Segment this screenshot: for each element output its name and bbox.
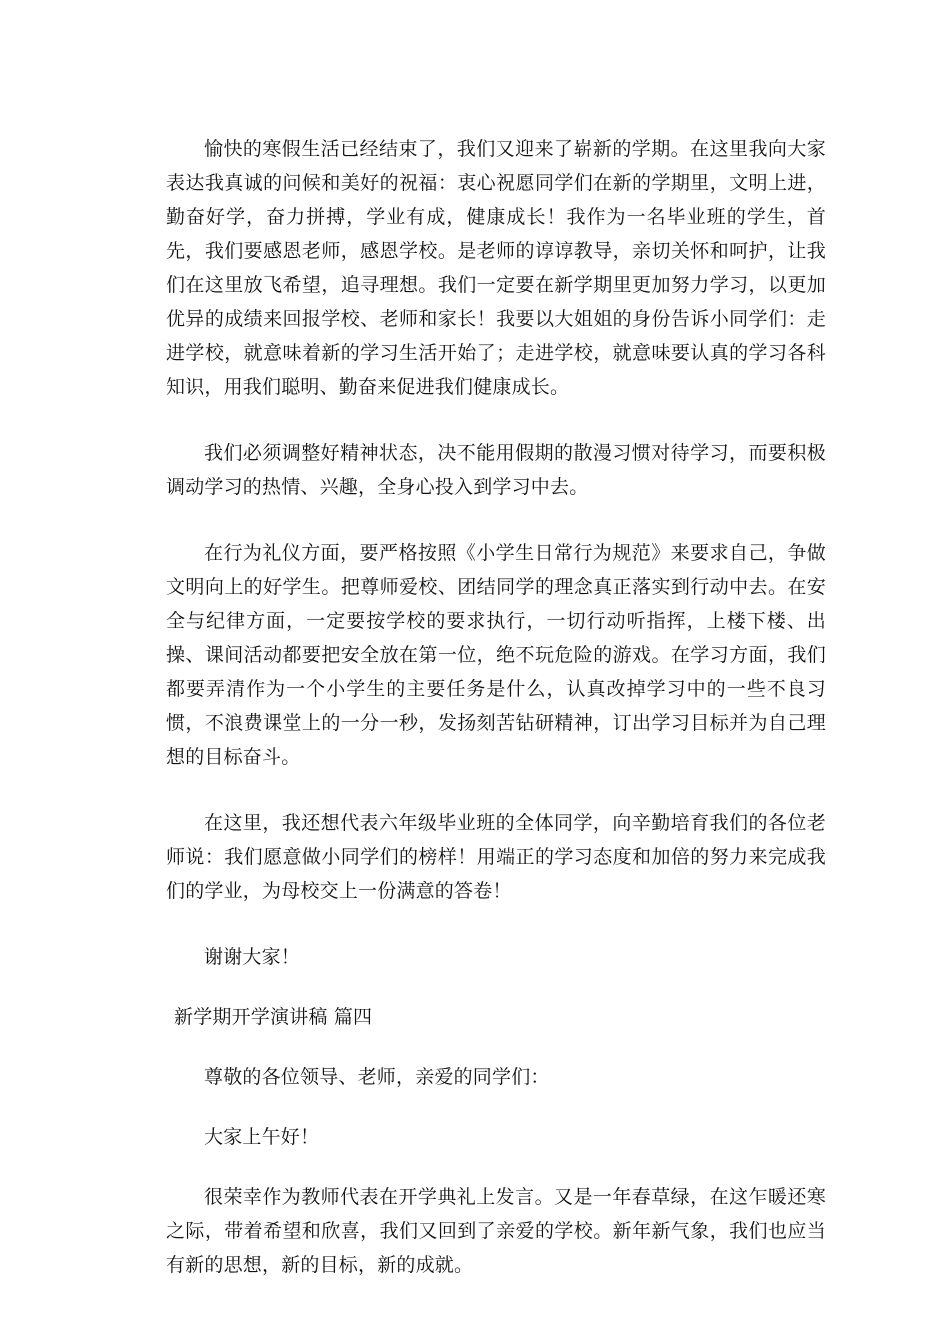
salutation-line: 大家上午好！ [204,1126,320,1148]
document-body [166,132,826,1314]
paragraph-attitude: 我们必须调整好精神状态，决不能用假期的散漫习惯对待学习，而要积极调动学习的热情、兴趣，全身心投入到学习中去。 [166,442,826,498]
paragraph-thank-you: 谢谢大家！ [204,946,301,968]
greeting-line: 尊敬的各位领导、老师，亲爱的同学们： [204,1066,550,1088]
paragraph-greetings: 愉快的寒假生活已经结束了，我们又迎来了崭新的学期。在这里我向大家表达我真诚的问候和美好的祝福：衷心祝愿同学们在新的学期里，文明上进，勤奋好学，奋力拼搏，学业有成，健康成长！我作为一名毕业班的学生，首先，我们要感恩老师，感恩学校。是老师的谆谆教导，亲切关怀和呵护，让我们在这里放飞希望，追寻理想。我们一定要在新学期里更加努力学习，以更加优异的成绩来回报学校、老师和家长！我要以大姐姐的身份告诉小同学们：走进学校，就意味着新的学习生活开始了；走进学校，就意味要认真的学习各科知识，用我们聪明、勤奋来促进我们健康成长。 [166,138,826,398]
section-title: 新学期开学演讲稿 篇四 [174,1006,373,1028]
paragraph-conduct: 在行为礼仪方面，要严格按照《小学生日常行为规范》来要求自己，争做文明向上的好学生。把尊师爱校、团结同学的理念真正落实到行动中去。在安全与纪律方面，一定要按学校的要求执行，一切行动听指挥，上楼下楼、出操、课间活动都要把安全放在第一位，绝不玩危险的游戏。在学习方面，我们都要弄清作为一个小学生的主要任务是什么，认真改掉学习中的一些不良习惯，不浪费课堂上的一分一秒，发扬刻苦钻研精神，订出学习目标并为自己理想的目标奋斗。 [166,542,826,768]
paragraph-teacher-speech: 很荣幸作为教师代表在开学典礼上发言。又是一年春草绿，在这乍暖还寒之际，带着希望和欣喜，我们又回到了亲爱的学校。新年新气象，我们也应当有新的思想，新的目标，新的成就。 [166,1186,826,1276]
paragraph-thanks-teachers: 在这里，我还想代表六年级毕业班的全体同学，向辛勤培育我们的各位老师说：我们愿意做小同学们的榜样！用端正的学习态度和加倍的努力来完成我们的学业，为母校交上一份满意的答卷！ [166,812,826,902]
